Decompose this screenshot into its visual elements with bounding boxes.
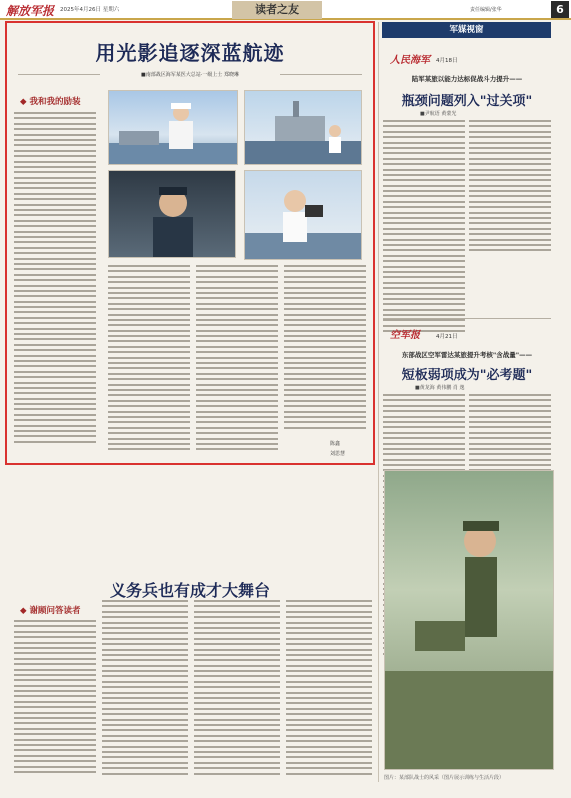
- sidebar-divider: [383, 318, 551, 319]
- photo-ship-deck: [245, 91, 362, 165]
- section-title: 读者之友: [232, 1, 322, 19]
- bottom-col-4: [286, 600, 372, 778]
- item2-title[interactable]: 短板弱项成为"必考题": [401, 368, 533, 383]
- item1-kicker: 陆军某旅以能力达标促战斗力提升——: [411, 75, 523, 83]
- feature-photo-2: [244, 90, 362, 165]
- photo-portrait-uniform: [109, 171, 236, 258]
- bottom-col-3: [194, 600, 280, 778]
- bottom-photo-caption: 图片：某部队战士的风采（图片展示训练与生活片段）: [384, 775, 505, 781]
- masthead: 解放军报: [6, 4, 55, 18]
- item1-logo: 人民海军: [390, 55, 430, 66]
- feature-title: 用光影追逐深蓝航迹: [95, 41, 285, 65]
- bottom-section-head: ◆ 谢顾问答读者: [20, 606, 81, 616]
- item1-byline: ■尹航语 黄蒙光: [420, 111, 457, 117]
- feature-col-2: [108, 265, 190, 454]
- bottom-photo: [384, 470, 554, 770]
- feature-section-head: ◆ 我和我的励装: [20, 97, 81, 107]
- feature-photo-1: [108, 90, 238, 165]
- item1-date: 4月18日: [436, 58, 458, 64]
- feature-col-1: [14, 112, 96, 446]
- feature-col-4: [284, 265, 366, 432]
- sidebar-column-title: 军媒视窗: [382, 22, 551, 38]
- feature-byline: ■南部战区海军某医大总站·一级上士 郑晓琳: [100, 71, 280, 78]
- photo-soldier-training: [385, 471, 554, 770]
- page-number: 6: [551, 1, 569, 18]
- item1-title[interactable]: 瓶颈问题列入"过关项": [401, 94, 533, 109]
- section-head-icon: ◆: [20, 606, 27, 616]
- feature-photo-4: [244, 170, 362, 260]
- item1-col-2: [469, 120, 551, 255]
- column-divider: [378, 22, 379, 782]
- item2-date: 4月21日: [436, 334, 458, 340]
- feature-col-3: [196, 265, 278, 454]
- feature-signature-1: 陈鑫: [330, 441, 341, 447]
- item2-kicker: 东部战区空军雷达某旅提升考核"含战量"——: [401, 351, 533, 359]
- item1-col-1: [383, 120, 465, 336]
- photo-sailor-camera: [245, 171, 362, 260]
- feature-signature-2: 刘思慧: [330, 451, 346, 457]
- section-head-icon: ◆: [20, 97, 27, 107]
- bottom-col-2: [102, 600, 188, 778]
- bottom-title: 义务兵也有成才大舞台: [109, 581, 270, 600]
- bottom-col-1: [14, 620, 96, 776]
- feature-photo-3: [108, 170, 236, 258]
- item2-byline: ■黄龙海 黄伟鹏 肖 逸: [415, 385, 465, 391]
- issue-date: 2025年4月26日 星期六: [60, 7, 120, 13]
- photo-sailor-salute: [109, 91, 238, 165]
- editor-credit: 责任编辑/张华: [470, 7, 502, 13]
- item2-logo: 空军报: [390, 330, 420, 341]
